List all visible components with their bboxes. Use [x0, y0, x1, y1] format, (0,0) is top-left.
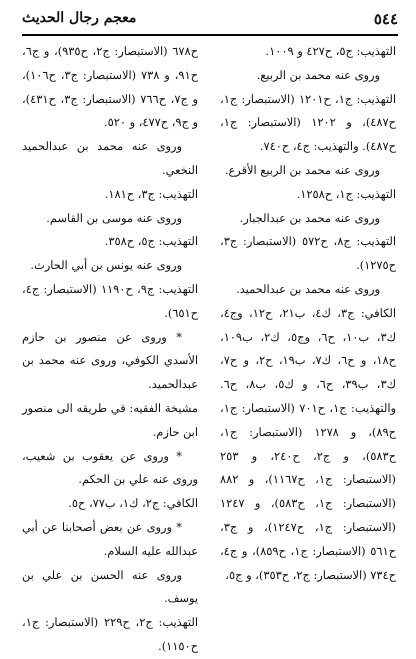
paragraph: التهذيب: ج١، ح١٢٥٨.	[296, 186, 396, 201]
page-number: ٥٤٤	[373, 10, 398, 28]
paragraph: * وروى عن منصور بن حازم الأسدي الكوفي، وروى عنه محمد بن عبدالحميد.	[22, 329, 198, 392]
paragraph: التهذيب: ج٥، ح٤٢٧ و ١٠٠٩.	[265, 44, 396, 58]
paragraph: وروى عنه محمد بن عبدالجبار.	[239, 210, 380, 225]
page-header	[22, 10, 398, 32]
paragraph: * وروى عن يعقوب بن شعيب، وروى عنه علي بن الحكم.	[22, 448, 198, 487]
left-column	[22, 40, 198, 659]
paragraph: وروى عنه يونس بن أبي الحارث.	[30, 258, 182, 273]
paragraph: التهذيب: ج٩، ح١١٩٠ (الاستبصار: ج٤، ح٦٥١).	[22, 281, 198, 320]
paragraph: وروى عنه محمد بن عبدالحميد.	[236, 281, 380, 296]
running-title: معجم رجال الحديث	[22, 10, 137, 26]
paragraph: التهذيب: ج٢، ح٢٢٩ (الاستبصار: ج١، ح١١٥٠).	[22, 615, 198, 653]
paragraph: التهذيب: ج١، ح١٢٠١ (الاستبصار: ج١، ح٤٨٧)، و ١٢٠٢ (الاستبصار: ج١، ح٤٨٧). والتهذيب: ج٤، ح٧٤٠.	[220, 91, 396, 154]
right-column	[220, 40, 396, 587]
paragraph: وروى عنه محمد بن الربيع الأقرع.	[224, 162, 380, 177]
paragraph: ح٦٧٨ (الاستبصار: ج٢، ح٩٣٥)، و ج٦، ح٩١، و ٧٣٨ (الاستبصار: ج٣، ح١٠٦)، و ج٧، ح٧٦٦ (الاستبصار: ج٣، ح٤٣١)، و ج٩، ح٤٧٧، و ٥٢٠.	[22, 44, 199, 130]
paragraph: التهذيب: ج٨، ح٥٧٢ (الاستبصار: ج٣، ح١٢٧٥).	[220, 234, 396, 273]
paragraph: الكافي: ج٣، ك٤، ب٢١، ح١٢، وج٤، ك٣، ب١٠، ح٦، وج٥، ك٢، ب١٠٩، ح١٨، و ح٦، ك٧، ب١٩، ح٢، و ح٧، ك٣، ب٣٩، ح٦، و ك٥، ب٨، ح٦. والتهذيب: ج١، ح٧٠١ (الاستبصار: ج١، ح٨٩)، و ١٢٧٨ (الاستبصار: ج١، ح٥٨٣)، و ج٢، ح٢٤٠، و ٢٥٣ (الاستبصار: ج١، ح١١٦٧)، و ٨٨٢ (الاستبصار: ج١، ح٥٨٣)، و ١٢٤٧ (الاستبصار: ج١، ح١٢٤٧)، و ج٣، ح٥٦١ (الاستبصار: ج١، ح٨٥٩)، و ج٤، ح٧٣٤ (الاستبصار: ج٢، ح٣٥٣)، و ج٥،	[220, 305, 397, 582]
paragraph: مشيخة الفقيه: في طريقه الى منصور ابن حازم.	[22, 400, 198, 439]
paragraph: * وروى عن بعض أصحابنا عن أبي عبدالله عليه السلام.	[22, 519, 198, 558]
paragraph: التهذيب: ج٥، ح٣٥٨.	[104, 234, 198, 249]
paragraph: التهذيب: ج٣، ح١٨١.	[104, 186, 198, 201]
paragraph: وروى عنه الحسن بن علي بن يوسف.	[22, 567, 198, 606]
paragraph: وروى عنه محمد بن الربيع.	[256, 67, 380, 82]
paragraph: الكافي: ج٢، ك١، ب٧٧، ح٥.	[68, 496, 198, 511]
paragraph: وروى عنه موسى بن القاسم.	[46, 210, 182, 225]
paragraph: وروى عنه محمد بن عبدالحميد النخعي.	[22, 139, 198, 177]
header-rule	[22, 34, 398, 36]
